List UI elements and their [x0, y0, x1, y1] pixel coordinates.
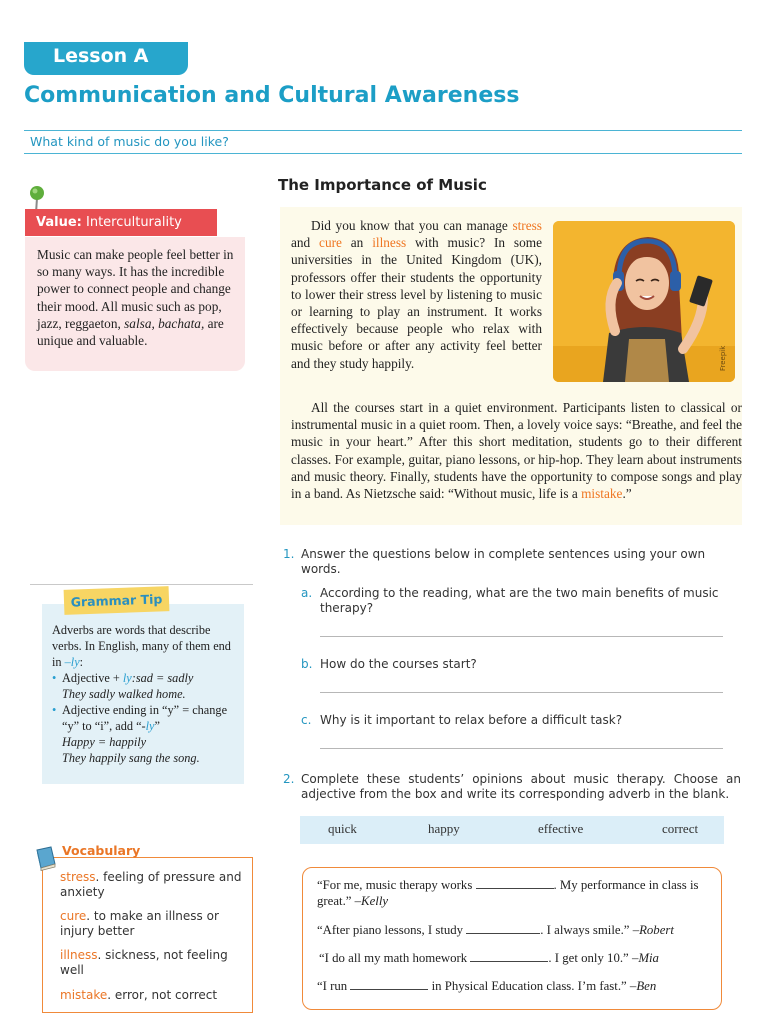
opinion-robert: “After piano lessons, I study . I always smile.” –Robert: [317, 923, 674, 937]
lesson-subtitle: What kind of music do you like?: [30, 134, 229, 149]
answer-line[interactable]: [320, 748, 723, 749]
divider: [30, 584, 253, 585]
page-title: Communication and Cultural Awareness: [24, 83, 520, 108]
vocab-item-mistake: mistake. error, not correct: [60, 988, 218, 1002]
answer-blank[interactable]: [470, 952, 548, 962]
value-label: Value: Interculturality: [25, 209, 217, 236]
grammar-tip-label: Grammar Tip: [64, 586, 170, 615]
opinion-kelly: “For me, music therapy works . My performance in class is great.” –Kelly: [317, 878, 699, 908]
book-icon: [34, 845, 58, 871]
opinion-ben: “I run in Physical Education class. I’m fast.” –Ben: [317, 979, 657, 993]
answer-blank[interactable]: [466, 924, 540, 934]
lesson-tab: Lesson A: [24, 42, 188, 75]
word-bank: [300, 816, 724, 844]
question-b: b. How do the courses start?: [301, 657, 477, 671]
vocab-item-cure: cure. to make an illness or injury better: [60, 909, 219, 938]
vocabulary-label: Vocabulary: [62, 843, 141, 858]
reading-title: The Importance of Music: [278, 176, 487, 194]
value-text: Music can make people feel better in so many ways. It has the incredible power to connect people and change their mood. All music such as pop, jazz, reggaeton, salsa, bachata, are unique and valuable.: [25, 237, 245, 371]
exercise-2-prompt: 2. Complete these students’ opinions about music therapy. Choose an adjective from the box and write its corresponding adverb in the blank.: [283, 772, 741, 801]
vocab-item-stress: stress. feeling of pressure and anxiety: [60, 870, 242, 899]
question-a: a. According to the reading, what are the two main benefits of music therapy?: [301, 586, 719, 615]
reading-paragraph: All the courses start in a quiet environment. Participants listen to classical or instrumental music in a quiet room. Then, a lovely voice says: “Breathe, and feel the music in your heart.” After this short meditation, students go to their different classes. For example, guitar, piano lessons, or hip-hop. They learn about instruments and music theory. Finally, students have the opportunity to compose songs and play in a band. As Nietzsche said: “Without music, life is a mistake.”: [291, 400, 742, 502]
answer-line[interactable]: [320, 636, 723, 637]
answer-blank[interactable]: [476, 879, 554, 889]
divider: [24, 130, 742, 131]
word-bank-item: quick: [328, 821, 357, 836]
answer-blank[interactable]: [350, 980, 428, 990]
photo-credit: Freepik: [719, 345, 727, 371]
reading-paragraph: Did you know that you can manage stress and cure an illness with music? In some universities in the United Kingdom (UK), professors offer their students the opportunity to lower their stress level by listening to music or learning to play an instrument. It works effectively because people who relax with music before or after any activity feel better and they study happily.: [291, 218, 542, 371]
answer-line[interactable]: [320, 692, 723, 693]
girl-listening-music-photo: [553, 221, 735, 382]
opinion-mia: “I do all my math homework . I get only 10.” –Mia: [319, 951, 659, 965]
divider: [24, 153, 742, 154]
exercise-1-prompt: 1. Answer the questions below in complete sentences using your own words.: [283, 547, 706, 576]
grammar-tip-text: Adverbs are words that describe verbs. In English, many of them end in –ly: • Adjective + ly:sad = sadly They sadly walked home. • Adjective ending in “y” = change “y” to “i”, add “-ly” Happy = happily They happily sang the song.: [52, 623, 231, 765]
word-bank-item: happy: [428, 821, 460, 836]
question-c: c. Why is it important to relax before a difficult task?: [301, 713, 623, 727]
word-bank-item: effective: [538, 821, 584, 836]
vocab-item-illness: illness. sickness, not feeling well: [60, 948, 228, 977]
word-bank-item: correct: [662, 821, 699, 836]
